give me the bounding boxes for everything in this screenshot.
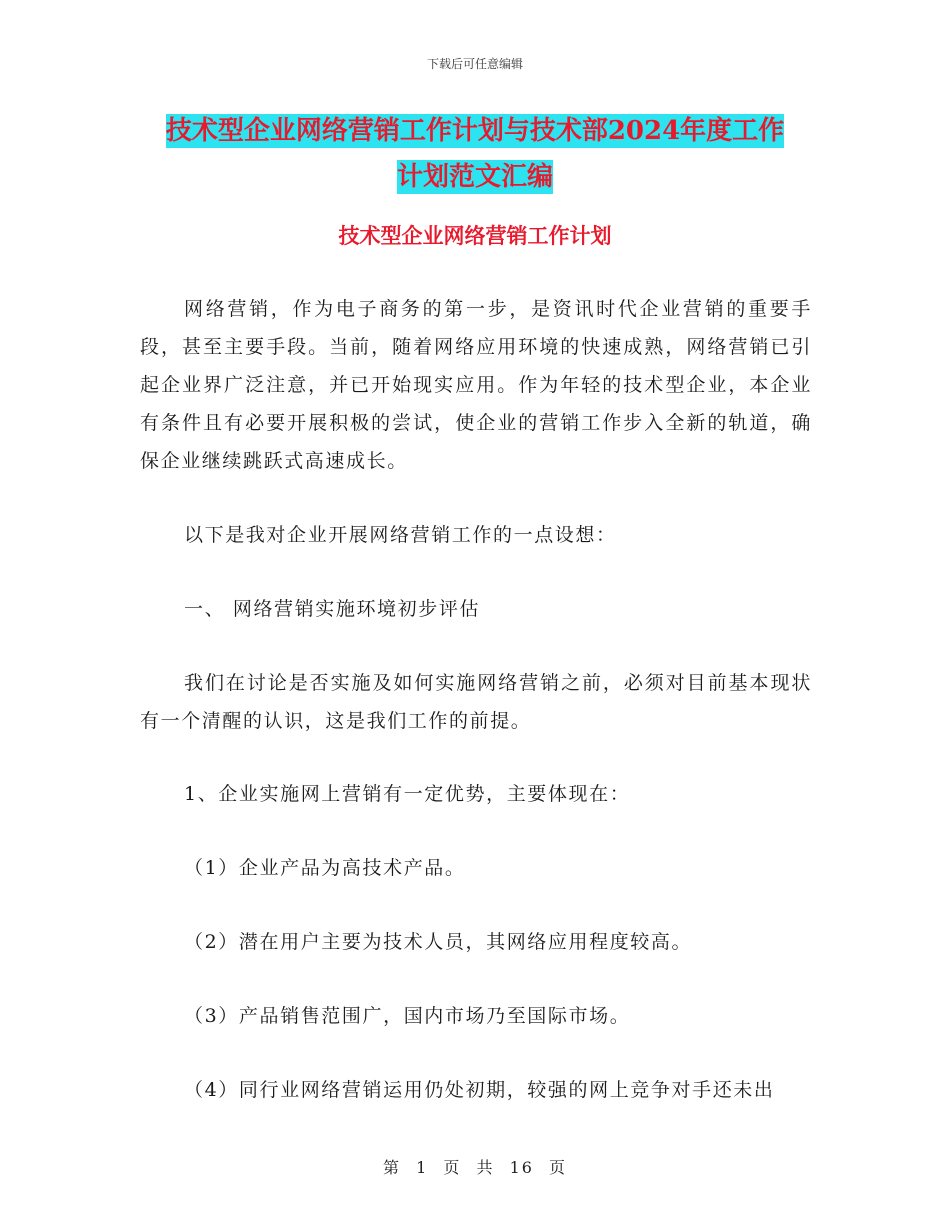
document-title <box>140 108 810 200</box>
section-heading-1: 一、 网络营销实施环境初步评估 <box>184 598 481 620</box>
page-label-mid: 页 <box>443 1158 462 1177</box>
paragraph-premise: 我们在讨论是否实施及如何实施网络营销之前，必须对目前基本现状有一个清醒的认识，这是我们工作的前提。 <box>140 672 812 732</box>
section-title: 技术型企业网络营销工作计划 <box>338 223 612 248</box>
document-title-line2: 计划范文汇编 <box>396 162 553 192</box>
paragraph-intro: 网络营销，作为电子商务的第一步，是资讯时代企业营销的重要手段，甚至主要手段。当前，随着网络应用环境的快速成熟，网络营销已引起企业界广泛注意，并已开始现实应用。作为年轻的技术型企业，本企业有条件且有必要开展积极的尝试，使企业的营销工作步入全新的轨道，确保企业继续跳跃式高速成长。 <box>140 298 812 472</box>
document-title-line1: 技术型企业网络营销工作计划与技术部2024年度工作 <box>165 116 785 146</box>
page-footer <box>0 1155 950 1178</box>
list-item: （3）产品销售范围广，国内市场乃至国际市场。 <box>184 1005 631 1027</box>
page-label-suffix: 页 <box>549 1158 568 1177</box>
list-heading-advantages: 1、企业实施网上营销有一定优势，主要体现在： <box>184 783 631 805</box>
paragraph-lead: 以下是我对企业开展网络营销工作的一点设想： <box>184 524 617 546</box>
total-label: 共 <box>476 1158 495 1177</box>
list-item: （4）同行业网络营销运用仍处初期，较强的网上竞争对手还未出 <box>184 1079 775 1101</box>
total-pages: 16 <box>509 1158 534 1177</box>
header-note: 下载后可任意编辑 <box>426 57 523 71</box>
list-item: （1）企业产品为高技术产品。 <box>184 857 466 879</box>
page-label-prefix: 第 <box>382 1158 401 1177</box>
page-number: 1 <box>416 1158 429 1177</box>
list-item: （2）潜在用户主要为技术人员，其网络应用程度较高。 <box>184 931 693 953</box>
